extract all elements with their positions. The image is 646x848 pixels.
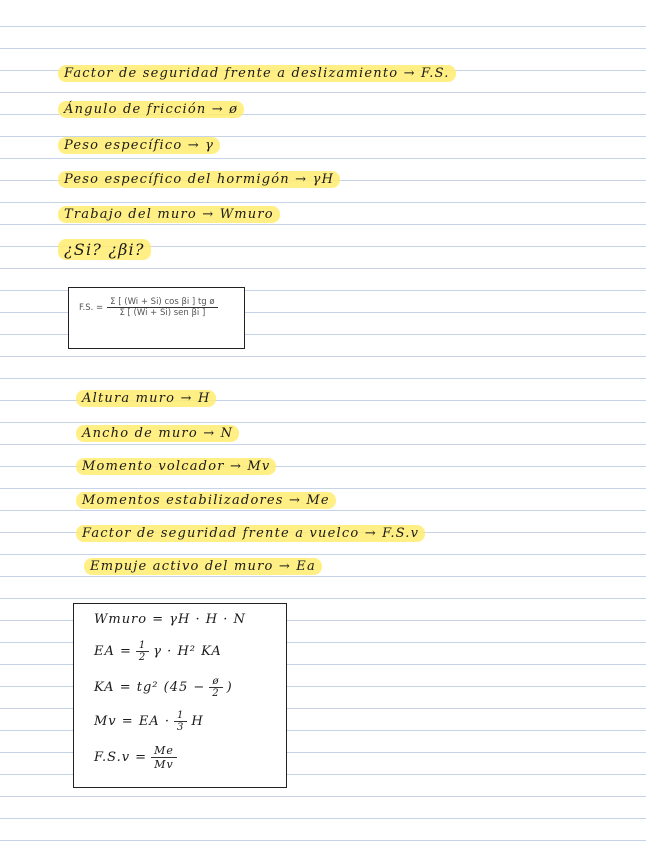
eq-ka-den: 2 bbox=[212, 688, 220, 699]
eq-fsv-fraction bbox=[151, 744, 177, 771]
fs-fraction bbox=[107, 297, 217, 318]
fs-numerator: Σ [ (Wi + Si) cos βi ] tg ø bbox=[107, 297, 217, 308]
note-line-2 bbox=[58, 102, 244, 118]
note-line-12 bbox=[84, 559, 322, 575]
eq-ea-rhs: γ · H² KA bbox=[153, 644, 222, 659]
highlight: Ángulo de fricción → ø bbox=[58, 101, 244, 118]
eq-ka-lhs: KA = tg² (45 − bbox=[94, 680, 206, 695]
eq-wmuro-text: Wmuro = γH · H · N bbox=[94, 612, 246, 627]
note-line-4 bbox=[58, 172, 340, 188]
highlight: Altura muro → H bbox=[76, 390, 216, 407]
highlight: Trabajo del muro → Wmuro bbox=[58, 206, 280, 223]
fs-lhs: F.S. = bbox=[79, 302, 104, 313]
eq-mv-lhs: Mv = EA · bbox=[94, 714, 170, 729]
note-line-11 bbox=[76, 526, 425, 542]
fs-formula bbox=[79, 297, 218, 318]
eq-mv-den: 3 bbox=[176, 722, 185, 733]
equations-box bbox=[73, 603, 287, 788]
highlight: Factor de seguridad frente a deslizamiento → F.S. bbox=[58, 65, 456, 82]
highlight: Ancho de muro → N bbox=[76, 425, 239, 442]
highlight: Momento volcador → Mv bbox=[76, 458, 276, 475]
highlight: Peso específico del hormigón → γH bbox=[58, 171, 340, 188]
eq-ka bbox=[94, 676, 233, 699]
eq-ea-fraction bbox=[136, 640, 149, 663]
note-line-5 bbox=[58, 207, 280, 223]
eq-ka-num: ø bbox=[209, 676, 222, 688]
eq-mv-rhs: H bbox=[191, 714, 204, 729]
eq-ka-rhs: ) bbox=[226, 680, 233, 695]
eq-fsv-num: Me bbox=[151, 744, 177, 758]
eq-fsv-den: Mv bbox=[154, 758, 174, 771]
eq-ea-den: 2 bbox=[138, 652, 147, 663]
eq-fsv bbox=[94, 744, 177, 771]
eq-ea bbox=[94, 640, 222, 663]
highlight: Factor de seguridad frente a vuelco → F.S.v bbox=[76, 525, 425, 542]
eq-mv-fraction bbox=[174, 710, 187, 733]
highlight: Peso específico → γ bbox=[58, 137, 220, 154]
eq-wmuro bbox=[94, 612, 246, 627]
note-line-6 bbox=[58, 242, 151, 258]
eq-fsv-lhs: F.S.v = bbox=[94, 750, 148, 765]
eq-mv bbox=[94, 710, 204, 733]
fs-denominator: Σ [ (Wi + Si) sen βi ] bbox=[119, 308, 206, 318]
highlight: Momentos estabilizadores → Me bbox=[76, 492, 336, 509]
highlight: Empuje activo del muro → Ea bbox=[84, 558, 322, 575]
note-line-7 bbox=[76, 391, 216, 407]
highlight: ¿Si? ¿βi? bbox=[58, 239, 151, 260]
eq-mv-num: 1 bbox=[174, 710, 187, 722]
eq-ka-fraction bbox=[209, 676, 222, 699]
fs-formula-box bbox=[68, 287, 245, 349]
note-line-9 bbox=[76, 459, 276, 475]
note-line-1 bbox=[58, 66, 456, 82]
eq-ea-num: 1 bbox=[136, 640, 149, 652]
note-line-3 bbox=[58, 138, 220, 154]
note-line-10 bbox=[76, 493, 336, 509]
note-line-8 bbox=[76, 426, 239, 442]
eq-ea-lhs: EA = bbox=[94, 644, 132, 659]
